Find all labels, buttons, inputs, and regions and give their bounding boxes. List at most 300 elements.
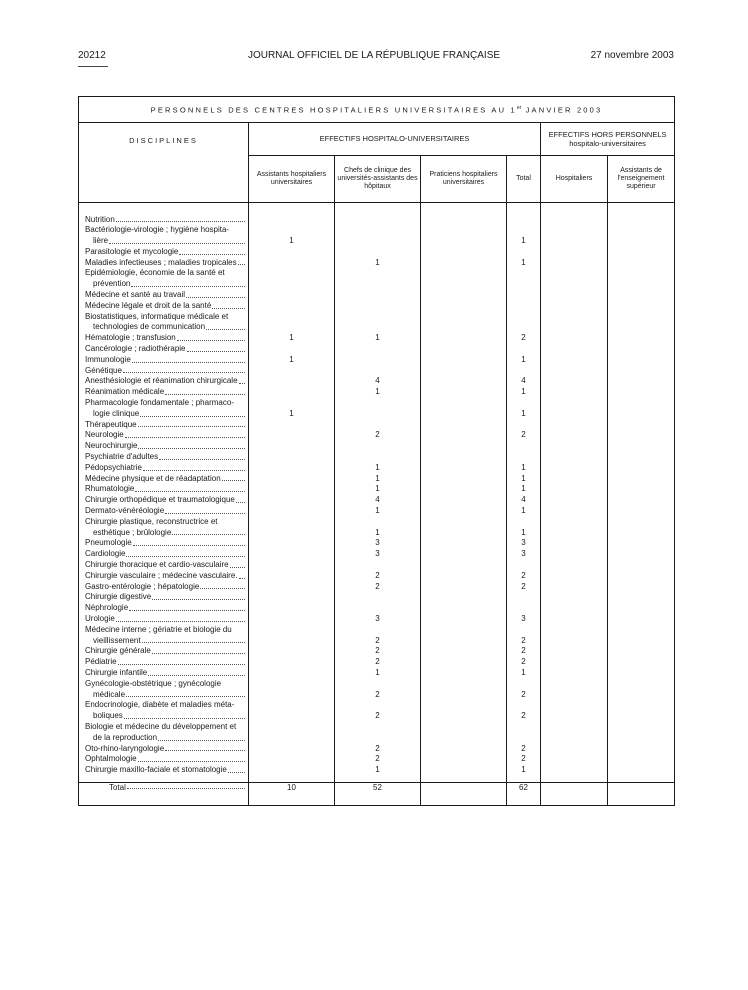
total-value [507, 268, 541, 290]
assistants-ens-value [608, 312, 675, 334]
hospitaliers-value [541, 452, 608, 463]
praticiens-value [421, 355, 507, 366]
hospitaliers-value [541, 268, 608, 290]
total-value: 2 [507, 646, 541, 657]
discipline-name: Neurologie [79, 430, 249, 441]
assistants-value [249, 268, 335, 290]
chefs-value [335, 420, 421, 431]
table-row [79, 592, 675, 603]
assistants-value [249, 430, 335, 441]
discipline-name: Pneumologie [79, 538, 249, 549]
assistants-ens-value [608, 441, 675, 452]
total-value: 1 [507, 506, 541, 517]
chefs-value: 2 [335, 430, 421, 441]
table-row [79, 744, 675, 755]
chefs-value: 3 [335, 549, 421, 560]
praticiens-value [421, 625, 507, 647]
total-assistants: 10 [249, 782, 335, 805]
table-row [79, 441, 675, 452]
hospitaliers-value [541, 333, 608, 344]
hospitaliers-value [541, 344, 608, 355]
discipline-name: Cancérologie ; radiothérapie [79, 344, 249, 355]
hospitaliers-value [541, 387, 608, 398]
total-value [507, 420, 541, 431]
praticiens-value [421, 312, 507, 334]
discipline-name: Chirurgie orthopédique et traumatologique [79, 495, 249, 506]
chefs-value: 1 [335, 668, 421, 679]
chefs-value [335, 398, 421, 420]
praticiens-value [421, 441, 507, 452]
group-hospitalo-universitaires: EFFECTIFS HOSPITALO-UNIVERSITAIRES [249, 122, 541, 155]
hospitaliers-value [541, 290, 608, 301]
discipline-name: Thérapeutique [79, 420, 249, 431]
chefs-value: 4 [335, 376, 421, 387]
assistants-value [249, 614, 335, 625]
praticiens-value [421, 474, 507, 485]
praticiens-value [421, 215, 507, 226]
discipline-name: Pharmacologie fondamentale ; pharmaco- logie clinique [79, 398, 249, 420]
hospitaliers-value [541, 603, 608, 614]
chefs-value: 1 [335, 506, 421, 517]
total-hospitaliers [541, 782, 608, 805]
assistants-ens-value [608, 744, 675, 755]
table-row [79, 366, 675, 377]
hospitaliers-value [541, 495, 608, 506]
hospitaliers-value [541, 744, 608, 755]
assistants-ens-value [608, 765, 675, 776]
assistants-value [249, 646, 335, 657]
chefs-value [335, 722, 421, 744]
assistants-ens-value [608, 215, 675, 226]
chefs-value: 1 [335, 463, 421, 474]
praticiens-value [421, 646, 507, 657]
assistants-value [249, 495, 335, 506]
hospitaliers-value [541, 441, 608, 452]
table-row [79, 549, 675, 560]
col-assistants-hospitaliers: Assistants hospitaliers universitaires [249, 155, 335, 202]
chefs-value: 2 [335, 646, 421, 657]
total-value: 1 [507, 355, 541, 366]
total-row [79, 782, 675, 805]
table-row [79, 700, 675, 722]
discipline-name: Médecine physique et de réadaptation [79, 474, 249, 485]
total-value: 1 [507, 484, 541, 495]
hospitaliers-value [541, 679, 608, 701]
table-row [79, 268, 675, 290]
total-value [507, 592, 541, 603]
hospitaliers-value [541, 430, 608, 441]
hospitaliers-value [541, 376, 608, 387]
assistants-ens-value [608, 614, 675, 625]
total-value [507, 344, 541, 355]
assistants-ens-value [608, 258, 675, 269]
assistants-ens-value [608, 571, 675, 582]
table-row [79, 765, 675, 776]
assistants-ens-value [608, 225, 675, 247]
assistants-value [249, 290, 335, 301]
assistants-ens-value [608, 538, 675, 549]
total-praticiens [421, 782, 507, 805]
praticiens-value [421, 268, 507, 290]
praticiens-value [421, 571, 507, 582]
praticiens-value [421, 754, 507, 765]
table-row [79, 582, 675, 593]
table-row [79, 333, 675, 344]
assistants-ens-value [608, 463, 675, 474]
assistants-value [249, 387, 335, 398]
discipline-name: Chirurgie vasculaire ; médecine vasculaire. [79, 571, 249, 582]
chefs-value [335, 560, 421, 571]
table-row [79, 430, 675, 441]
total-value: 1 [507, 225, 541, 247]
praticiens-value [421, 301, 507, 312]
discipline-name: Anesthésiologie et réanimation chirurgicale [79, 376, 249, 387]
praticiens-value [421, 744, 507, 755]
discipline-name: Biostatistiques, informatique médicale et technologies de communication [79, 312, 249, 334]
praticiens-value [421, 517, 507, 539]
table-row [79, 506, 675, 517]
total-value [507, 603, 541, 614]
table-row [79, 387, 675, 398]
table-row [79, 679, 675, 701]
assistants-value [249, 668, 335, 679]
chefs-value [335, 344, 421, 355]
hospitaliers-value [541, 420, 608, 431]
total-value [507, 290, 541, 301]
total-value: 2 [507, 657, 541, 668]
chefs-value [335, 592, 421, 603]
table-row [79, 614, 675, 625]
total-value: 2 [507, 700, 541, 722]
table-row [79, 376, 675, 387]
assistants-ens-value [608, 355, 675, 366]
chefs-value [335, 355, 421, 366]
chefs-value: 2 [335, 744, 421, 755]
praticiens-value [421, 549, 507, 560]
praticiens-value [421, 463, 507, 474]
discipline-name: Génétique [79, 366, 249, 377]
assistants-ens-value [608, 506, 675, 517]
header-rule [78, 66, 108, 67]
hospitaliers-value [541, 484, 608, 495]
assistants-value [249, 700, 335, 722]
assistants-ens-value [608, 398, 675, 420]
chefs-value [335, 268, 421, 290]
assistants-value [249, 474, 335, 485]
table-row [79, 603, 675, 614]
assistants-value [249, 679, 335, 701]
praticiens-value [421, 592, 507, 603]
assistants-value [249, 592, 335, 603]
assistants-ens-value [608, 301, 675, 312]
assistants-value [249, 560, 335, 571]
praticiens-value [421, 668, 507, 679]
praticiens-value [421, 560, 507, 571]
table-row [79, 754, 675, 765]
hospitaliers-value [541, 215, 608, 226]
chefs-value: 2 [335, 571, 421, 582]
hospitaliers-value [541, 538, 608, 549]
praticiens-value [421, 258, 507, 269]
praticiens-value [421, 679, 507, 701]
praticiens-value [421, 225, 507, 247]
table-row [79, 668, 675, 679]
praticiens-value [421, 506, 507, 517]
assistants-ens-value [608, 646, 675, 657]
discipline-name: Oto-rhino-laryngologie [79, 744, 249, 755]
assistants-value [249, 506, 335, 517]
praticiens-value [421, 376, 507, 387]
hospitaliers-value [541, 366, 608, 377]
table-row [79, 474, 675, 485]
praticiens-value [421, 387, 507, 398]
chefs-value: 1 [335, 387, 421, 398]
assistants-ens-value [608, 603, 675, 614]
discipline-name: Hématologie ; transfusion [79, 333, 249, 344]
discipline-name: Gastro-entérologie ; hépatologie [79, 582, 249, 593]
col-assistants-enseignement: Assistants de l'enseignement supérieur [608, 155, 675, 202]
praticiens-value [421, 614, 507, 625]
total-value: 1 [507, 765, 541, 776]
table-row [79, 495, 675, 506]
total-value: 2 [507, 625, 541, 647]
chefs-value [335, 441, 421, 452]
assistants-ens-value [608, 668, 675, 679]
page-number: 20212 [78, 50, 106, 61]
hospitaliers-value [541, 506, 608, 517]
hospitaliers-value [541, 398, 608, 420]
assistants-value [249, 765, 335, 776]
total-value [507, 312, 541, 334]
total-value [507, 247, 541, 258]
assistants-ens-value [608, 560, 675, 571]
chefs-value: 2 [335, 700, 421, 722]
total-chefs: 52 [335, 782, 421, 805]
table-row [79, 452, 675, 463]
assistants-value [249, 582, 335, 593]
total-value: 4 [507, 495, 541, 506]
discipline-name: Parasitologie et mycologie [79, 247, 249, 258]
assistants-value [249, 549, 335, 560]
total-value [507, 215, 541, 226]
chefs-value: 1 [335, 765, 421, 776]
praticiens-value [421, 398, 507, 420]
discipline-name: Pédiatrie [79, 657, 249, 668]
total-value [507, 560, 541, 571]
assistants-ens-value [608, 657, 675, 668]
hospitaliers-value [541, 463, 608, 474]
total-value [507, 366, 541, 377]
assistants-value [249, 344, 335, 355]
hospitaliers-value [541, 668, 608, 679]
discipline-name: Psychiatrie d'adultes [79, 452, 249, 463]
chefs-value: 4 [335, 495, 421, 506]
discipline-name: Pédopsychiatrie [79, 463, 249, 474]
assistants-ens-value [608, 549, 675, 560]
table-row [79, 625, 675, 647]
assistants-ens-value [608, 700, 675, 722]
discipline-name: Endocrinologie, diabète et maladies méta- boliques [79, 700, 249, 722]
praticiens-value [421, 452, 507, 463]
praticiens-value [421, 366, 507, 377]
chefs-value: 2 [335, 754, 421, 765]
assistants-ens-value [608, 430, 675, 441]
assistants-value [249, 420, 335, 431]
assistants-value [249, 603, 335, 614]
discipline-name: Urologie [79, 614, 249, 625]
discipline-name: Maladies infectieuses ; maladies tropicales [79, 258, 249, 269]
chefs-value: 1 [335, 258, 421, 269]
praticiens-value [421, 722, 507, 744]
table-row [79, 398, 675, 420]
hospitaliers-value [541, 754, 608, 765]
chefs-value [335, 366, 421, 377]
total-value: 2 [507, 430, 541, 441]
discipline-name: Chirurgie générale [79, 646, 249, 657]
discipline-name: Chirurgie thoracique et cardio-vasculaire [79, 560, 249, 571]
praticiens-value [421, 495, 507, 506]
total-value: 3 [507, 614, 541, 625]
hospitaliers-value [541, 474, 608, 485]
hospitaliers-value [541, 355, 608, 366]
assistants-value [249, 625, 335, 647]
table-row [79, 571, 675, 582]
total-value: 1 [507, 517, 541, 539]
table-row [79, 538, 675, 549]
discipline-name: Neurochirurgie [79, 441, 249, 452]
assistants-ens-value [608, 290, 675, 301]
praticiens-value [421, 344, 507, 355]
assistants-ens-value [608, 582, 675, 593]
total-value [507, 301, 541, 312]
chefs-value: 1 [335, 517, 421, 539]
assistants-value [249, 366, 335, 377]
chefs-value: 2 [335, 657, 421, 668]
hospitaliers-value [541, 657, 608, 668]
discipline-name: Chirurgie infantile [79, 668, 249, 679]
total-value: 4 [507, 376, 541, 387]
assistants-value [249, 258, 335, 269]
praticiens-value [421, 290, 507, 301]
hospitaliers-value [541, 582, 608, 593]
assistants-value [249, 376, 335, 387]
assistants-value [249, 301, 335, 312]
hospitaliers-value [541, 700, 608, 722]
discipline-name: Médecine légale et droit de la santé [79, 301, 249, 312]
discipline-name: Bactériologie-virologie ; hygiène hospita- lière [79, 225, 249, 247]
total-value: 1 [507, 668, 541, 679]
assistants-ens-value [608, 366, 675, 377]
col-chefs-de-clinique: Chefs de clinique des universités-assistants des hôpitaux [335, 155, 421, 202]
hospitaliers-value [541, 614, 608, 625]
table-row [79, 463, 675, 474]
assistants-value [249, 722, 335, 744]
hospitaliers-value [541, 592, 608, 603]
assistants-value [249, 312, 335, 334]
assistants-value: 1 [249, 333, 335, 344]
assistants-ens-value [608, 495, 675, 506]
praticiens-value [421, 420, 507, 431]
total-value: 2 [507, 571, 541, 582]
praticiens-value [421, 765, 507, 776]
hospitaliers-value [541, 517, 608, 539]
assistants-value [249, 657, 335, 668]
assistants-value [249, 247, 335, 258]
chefs-value [335, 603, 421, 614]
assistants-ens-value [608, 722, 675, 744]
total-value: 2 [507, 744, 541, 755]
chefs-value: 3 [335, 614, 421, 625]
table-row [79, 258, 675, 269]
table-row [79, 215, 675, 226]
hospitaliers-value [541, 301, 608, 312]
discipline-name: Chirurgie plastique, reconstructrice et esthétique ; brûlologie [79, 517, 249, 539]
table-row [79, 722, 675, 744]
total-value: 1 [507, 258, 541, 269]
assistants-value [249, 571, 335, 582]
assistants-value: 1 [249, 398, 335, 420]
assistants-ens-value [608, 754, 675, 765]
discipline-name: Réanimation médicale [79, 387, 249, 398]
chefs-value: 1 [335, 474, 421, 485]
assistants-ens-value [608, 247, 675, 258]
discipline-name: Néphrologie [79, 603, 249, 614]
discipline-name: Biologie et médecine du développement et de la reproduction [79, 722, 249, 744]
total-label: Total [79, 782, 249, 805]
discipline-name: Dermato-vénéréologie [79, 506, 249, 517]
table-row [79, 560, 675, 571]
total-value: 3 [507, 549, 541, 560]
chefs-value [335, 215, 421, 226]
praticiens-value [421, 582, 507, 593]
chefs-value [335, 247, 421, 258]
praticiens-value [421, 538, 507, 549]
total-value [507, 452, 541, 463]
table-row [79, 420, 675, 431]
hospitaliers-value [541, 625, 608, 647]
chefs-value: 1 [335, 333, 421, 344]
table-row [79, 657, 675, 668]
discipline-name: Nutrition [79, 215, 249, 226]
praticiens-value [421, 333, 507, 344]
chefs-value: 3 [335, 538, 421, 549]
discipline-name: Chirurgie digestive [79, 592, 249, 603]
hospitaliers-value [541, 560, 608, 571]
total-value [507, 441, 541, 452]
assistants-ens-value [608, 376, 675, 387]
assistants-ens-value [608, 517, 675, 539]
assistants-ens-value [608, 679, 675, 701]
praticiens-value [421, 700, 507, 722]
total-total: 62 [507, 782, 541, 805]
chefs-value [335, 452, 421, 463]
table-row [79, 301, 675, 312]
total-value: 1 [507, 398, 541, 420]
publication-date: 27 novembre 2003 [590, 50, 674, 61]
chefs-value [335, 290, 421, 301]
discipline-name: Médecine et santé au travail [79, 290, 249, 301]
hospitaliers-value [541, 225, 608, 247]
assistants-value [249, 754, 335, 765]
chefs-value: 2 [335, 679, 421, 701]
total-value: 2 [507, 582, 541, 593]
assistants-ens-value [608, 333, 675, 344]
assistants-value [249, 538, 335, 549]
journal-title: JOURNAL OFFICIEL DE LA RÉPUBLIQUE FRANÇAISE [247, 50, 501, 61]
total-value: 3 [507, 538, 541, 549]
praticiens-value [421, 247, 507, 258]
assistants-value [249, 452, 335, 463]
